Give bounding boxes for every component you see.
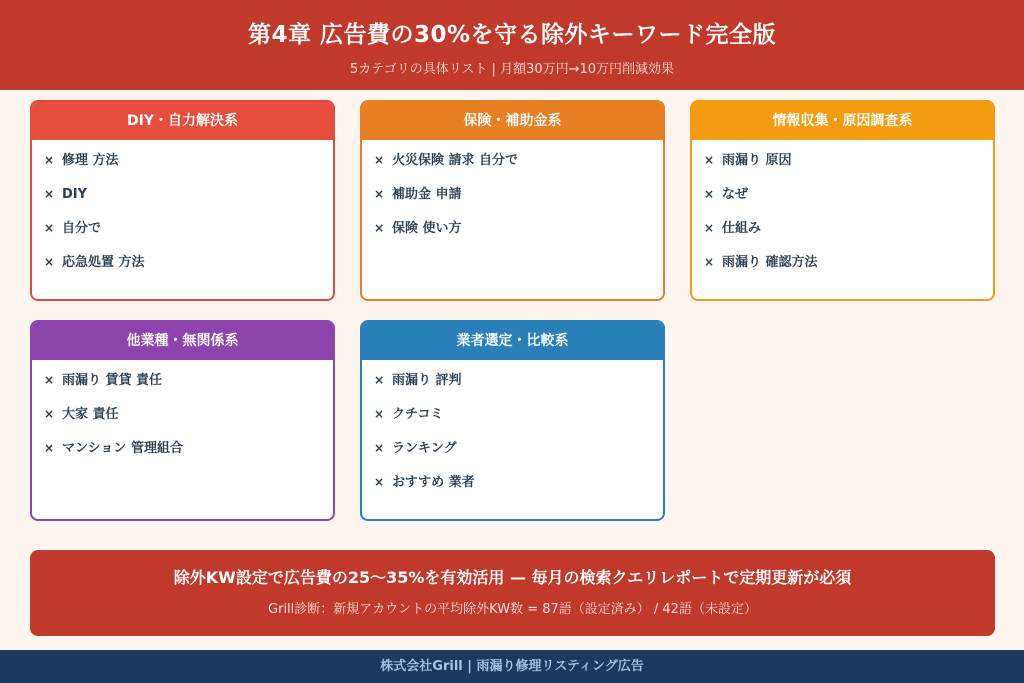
keyword-item: × なぜ: [704, 187, 749, 202]
keyword-item: × 雨漏り 原因: [704, 153, 792, 168]
banner-main-text: 除外KW設定で広告費の25〜35%を有効活用 — 毎月の検索クエリレポートで定期更新が必須: [173, 568, 852, 587]
keyword-item: × おすすめ 業者: [374, 475, 475, 490]
keyword-item: × 修理 方法: [44, 153, 119, 168]
exclude-icon: ×: [374, 153, 385, 167]
keyword-item: × クチコミ: [374, 407, 444, 422]
exclude-icon: ×: [704, 153, 715, 167]
card-title: 他業種・無関係系: [32, 322, 333, 360]
exclude-icon: ×: [704, 221, 715, 235]
exclude-icon: ×: [374, 475, 385, 489]
card-title: DIY・自力解決系: [32, 102, 333, 140]
exclude-icon: ×: [44, 373, 55, 387]
exclude-icon: ×: [44, 221, 55, 235]
exclude-icon: ×: [374, 407, 385, 421]
exclude-icon: ×: [44, 407, 55, 421]
exclude-icon: ×: [704, 255, 715, 269]
keyword-item: × 補助金 申請: [374, 187, 462, 202]
category-card-research: [690, 100, 995, 301]
page-subtitle: 5カテゴリの具体リスト | 月額30万円→10万円削減効果: [349, 62, 675, 77]
card-title: 情報収集・原因調査系: [692, 102, 993, 140]
card-title: 保険・補助金系: [362, 102, 663, 140]
exclude-icon: ×: [704, 187, 715, 201]
footer-text: 株式会社Grill | 雨漏り修理リスティング広告: [380, 659, 644, 674]
footer: [0, 650, 1024, 683]
keyword-list: [32, 140, 333, 287]
summary-banner: [30, 550, 995, 636]
keyword-item: × 自分で: [44, 221, 102, 236]
exclude-icon: ×: [44, 153, 55, 167]
banner-sub-text: Grill診断：新規アカウントの平均除外KW数 = 87語（設定済み） / 42語（未設定）: [268, 602, 757, 617]
category-card-comparison: [360, 320, 665, 521]
keyword-item: × ランキング: [374, 441, 457, 456]
header: [0, 0, 1024, 90]
card-title: 業者選定・比較系: [362, 322, 663, 360]
keyword-list: [32, 360, 333, 473]
category-card-other-industry: [30, 320, 335, 521]
keyword-list: [362, 140, 663, 253]
keyword-item: × 雨漏り 評判: [374, 373, 462, 388]
exclude-icon: ×: [374, 221, 385, 235]
exclude-icon: ×: [44, 441, 55, 455]
keyword-item: × 仕組み: [704, 221, 762, 236]
keyword-item: × 保険 使い方: [374, 221, 462, 236]
exclude-icon: ×: [44, 187, 55, 201]
exclude-icon: ×: [44, 255, 55, 269]
keyword-item: × 大家 責任: [44, 407, 119, 422]
keyword-list: [692, 140, 993, 287]
exclude-icon: ×: [374, 187, 385, 201]
page-title: 第4章 広告費の30%を守る除外キーワード完全版: [247, 22, 777, 48]
keyword-item: × 応急処置 方法: [44, 255, 145, 270]
category-card-diy: [30, 100, 335, 301]
category-card-insurance: [360, 100, 665, 301]
exclude-icon: ×: [374, 373, 385, 387]
keyword-item: × マンション 管理組合: [44, 441, 183, 456]
exclude-icon: ×: [374, 441, 385, 455]
keyword-item: × DIY: [44, 187, 88, 202]
keyword-item: × 火災保険 請求 自分で: [374, 153, 519, 168]
keyword-item: × 雨漏り 賃貸 責任: [44, 373, 163, 388]
keyword-list: [362, 360, 663, 507]
keyword-item: × 雨漏り 確認方法: [704, 255, 818, 270]
